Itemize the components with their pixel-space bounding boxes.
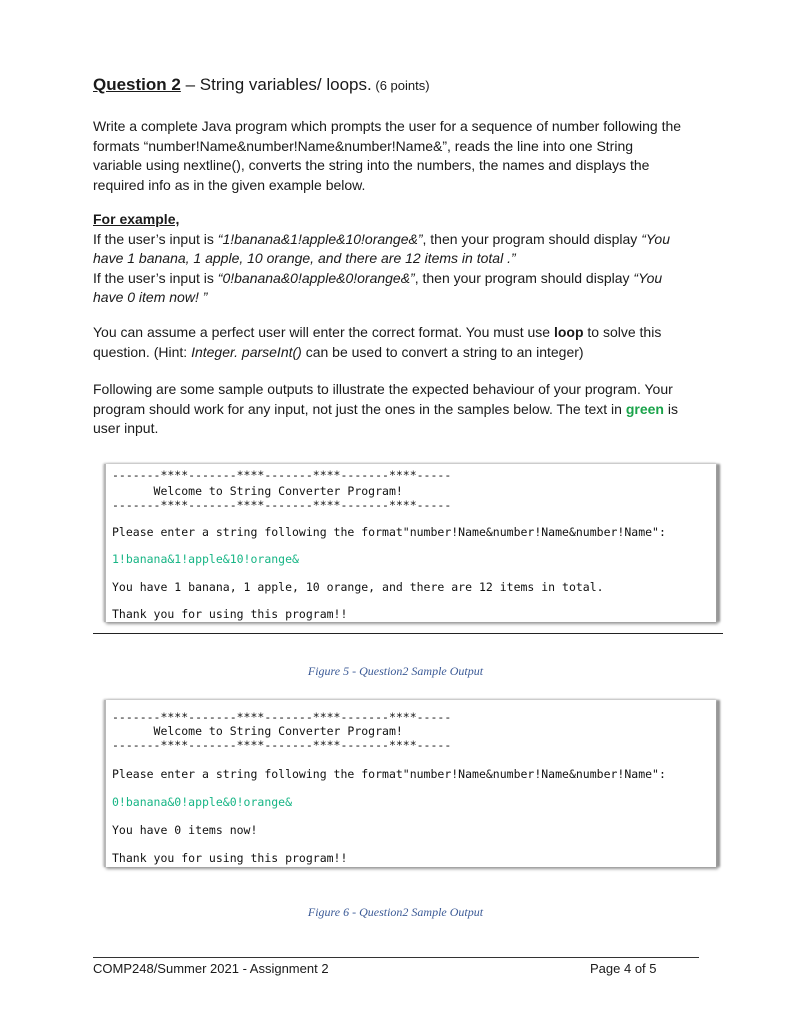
example-line — [93, 269, 703, 289]
console-prompt: Please enter a string following the format"number!Name&number!Name&number!Name": — [112, 525, 666, 539]
intro-line: variable using nextline(), converts the string into the numbers, the names and displays the — [93, 157, 650, 173]
intro-line: formats “number!Name&number!Name&number!Name&”, reads the line into one String — [93, 137, 634, 154]
figure-caption-2: Figure 6 - Question2 Sample Output — [307, 905, 484, 919]
example-line — [93, 249, 703, 269]
intro-line: required info as in the given example below. — [93, 176, 366, 193]
assume-keyword: loop — [553, 324, 584, 340]
example-text: , then your program should display — [422, 230, 642, 247]
example-line — [93, 288, 703, 308]
green-word: green — [625, 400, 664, 417]
example-paragraph — [93, 210, 703, 308]
assume-text: question. (Hint: — [93, 343, 192, 360]
following-text: program should work for any input, not just the ones in the samples below. The text in — [93, 400, 626, 417]
intro-line: Write a complete Java program which prompts the user for a sequence of number following the — [93, 118, 682, 134]
example-text: If the user’s input is — [93, 269, 218, 286]
footer-rule — [93, 957, 699, 958]
console-banner: -------****-------****-------****-------****----- — [112, 468, 452, 482]
footer-course: COMP248/Summer 2021 - Assignment 2 — [93, 961, 329, 976]
sample-output-console-1 — [104, 464, 716, 622]
assume-paragraph — [93, 323, 703, 362]
question-heading — [93, 75, 430, 95]
question-subtitle: – String variables/ loops. — [180, 75, 372, 94]
example-output: “You — [633, 269, 663, 286]
example-input: “0!banana&0!apple&0!orange&” — [217, 269, 415, 286]
following-line: Following are some sample outputs to illustrate the expected behaviour of your program. Your — [93, 381, 673, 397]
assume-text: to solve this — [583, 324, 662, 340]
following-paragraph — [93, 380, 703, 439]
console-welcome: Welcome to String Converter Program! — [112, 484, 403, 498]
assume-text: You can assume a perfect user will enter the correct format. You must use — [93, 324, 554, 340]
example-text: If the user’s input is — [93, 230, 218, 247]
console-thanks: Thank you for using this program!! — [112, 851, 348, 865]
assume-line — [93, 343, 703, 363]
console-user-input: 0!banana&0!apple&0!orange& — [112, 795, 293, 809]
figure-caption-1: Figure 5 - Question2 Sample Output — [307, 664, 484, 678]
question-points: (6 points) — [371, 78, 430, 93]
intro-paragraph — [93, 117, 703, 195]
console-banner: -------****-------****-------****-------****----- — [112, 738, 452, 752]
console-prompt: Please enter a string following the format"number!Name&number!Name&number!Name": — [112, 767, 666, 781]
assume-text: can be used to convert a string to an integer) — [301, 343, 584, 360]
example-output: have 0 item now! ” — [93, 289, 208, 305]
footer-page-number: Page 4 of 5 — [590, 961, 657, 976]
example-line — [93, 230, 703, 250]
console-result: You have 1 banana, 1 apple, 10 orange, and there are 12 items in total. — [112, 580, 604, 594]
following-line: user input. — [93, 420, 159, 436]
example-output: “You — [641, 230, 670, 247]
following-line — [93, 400, 703, 420]
example-input: “1!banana&1!apple&10!orange&” — [217, 230, 423, 247]
console-thanks: Thank you for using this program!! — [112, 607, 348, 621]
sample-output-console-2 — [104, 700, 716, 867]
assume-hint: Integer. parseInt() — [191, 343, 302, 360]
console-banner: -------****-------****-------****-------****----- — [112, 498, 452, 512]
example-heading: For example, — [93, 211, 180, 227]
following-text: is — [663, 400, 678, 417]
example-text: , then your program should display — [414, 269, 634, 286]
console-user-input: 1!banana&1!apple&10!orange& — [112, 552, 299, 566]
question-title: Question 2 — [93, 75, 181, 94]
example-output: have 1 banana, 1 apple, 10 orange, and there are 12 items in total .” — [93, 250, 516, 266]
section-divider — [93, 633, 723, 634]
console-welcome: Welcome to String Converter Program! — [112, 724, 403, 738]
console-banner: -------****-------****-------****-------****----- — [112, 710, 452, 724]
console-result: You have 0 items now! — [112, 823, 258, 837]
assume-line — [93, 323, 703, 343]
